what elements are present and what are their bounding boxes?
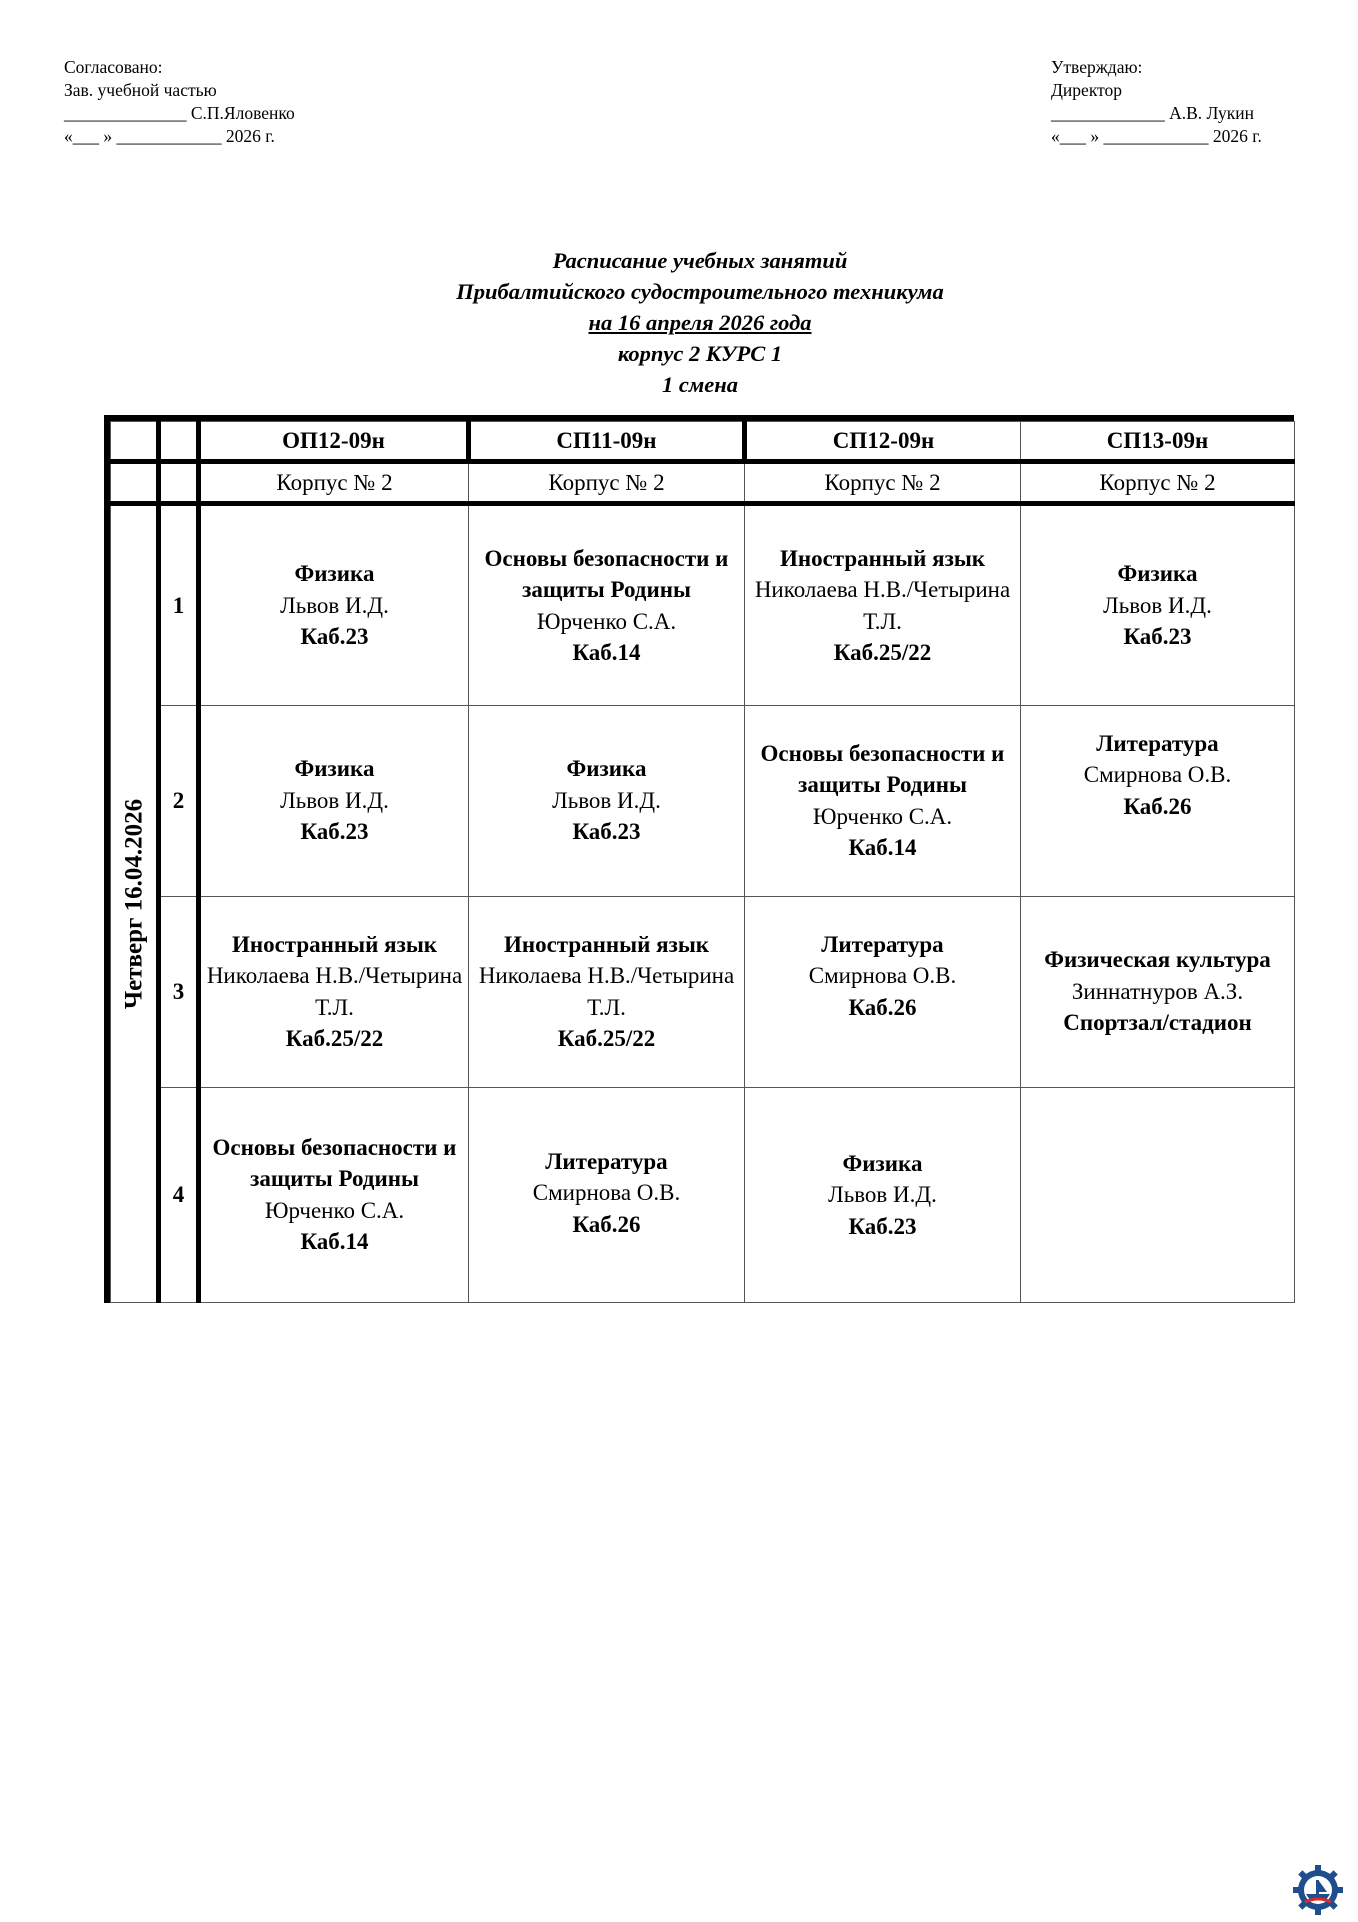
group-header: СП12-09н bbox=[745, 422, 1021, 462]
director-position: Директор bbox=[1051, 80, 1123, 100]
teacher: Юрченко С.А. bbox=[536, 608, 677, 634]
title-shift: 1 смена bbox=[661, 372, 738, 397]
teacher: Николаева Н.В./Четырина Т.Л. bbox=[754, 577, 1011, 634]
subject: Физика bbox=[294, 561, 375, 587]
lesson-cell bbox=[199, 896, 469, 1087]
group-header-row bbox=[111, 422, 1295, 462]
teacher: Смирнова О.В. bbox=[808, 963, 957, 989]
lesson-cell bbox=[1021, 705, 1295, 896]
subject: Иностранный язык bbox=[503, 931, 710, 957]
building-cell: Корпус № 2 bbox=[1021, 462, 1295, 504]
subject: Физика bbox=[1117, 561, 1198, 587]
subject: Основы безопасности и защиты Родины bbox=[212, 1134, 457, 1192]
building-cell: Корпус № 2 bbox=[469, 462, 745, 504]
subject: Основы безопасности и защиты Родины bbox=[760, 740, 1005, 798]
building-cell: Корпус № 2 bbox=[199, 462, 469, 504]
teacher: Смирнова О.В. bbox=[1083, 762, 1232, 788]
lesson-number: 1 bbox=[159, 504, 199, 705]
title-building-course: корпус 2 КУРС 1 bbox=[617, 341, 783, 366]
lesson-cell bbox=[469, 504, 745, 705]
teacher: Львов И.Д. bbox=[552, 787, 661, 813]
lesson-number: 3 bbox=[159, 896, 199, 1087]
teacher: Зиннатнуров А.З. bbox=[1071, 978, 1244, 1004]
lesson-cell bbox=[199, 504, 469, 705]
corner-cell bbox=[159, 422, 199, 462]
lesson-row bbox=[111, 504, 1295, 705]
title-date: на 16 апреля 2026 года bbox=[588, 310, 812, 335]
room: Каб.14 bbox=[300, 1229, 369, 1255]
room: Каб.23 bbox=[1123, 624, 1192, 650]
subject: Иностранный язык bbox=[779, 545, 986, 571]
room: Каб.23 bbox=[572, 819, 641, 845]
room: Каб.26 bbox=[848, 994, 917, 1020]
lesson-row bbox=[111, 705, 1295, 896]
teacher: Львов И.Д. bbox=[1103, 592, 1212, 618]
teacher: Смирнова О.В. bbox=[532, 1180, 681, 1206]
lesson-number: 2 bbox=[159, 705, 199, 896]
subject: Физика bbox=[566, 756, 647, 782]
confirm-date-line: «___ » ____________ 2026 г. bbox=[1051, 126, 1262, 146]
approval-date-line: «___ » ____________ 2026 г. bbox=[64, 126, 275, 146]
title-line-2: Прибалтийского судостроительного техникума bbox=[456, 279, 944, 304]
college-emblem-icon bbox=[1291, 1863, 1345, 1917]
corner-cell bbox=[111, 462, 159, 504]
room: Каб.23 bbox=[848, 1213, 917, 1239]
lesson-cell bbox=[199, 1087, 469, 1302]
day-cell bbox=[111, 504, 159, 1303]
lesson-cell-empty bbox=[1021, 1087, 1295, 1302]
group-header: СП13-09н bbox=[1021, 422, 1295, 462]
subject: Физическая культура bbox=[1044, 947, 1271, 973]
subject: Основы безопасности и защиты Родины bbox=[484, 545, 729, 603]
subject: Иностранный язык bbox=[231, 931, 438, 957]
lesson-cell bbox=[745, 705, 1021, 896]
teacher: Львов И.Д. bbox=[280, 787, 389, 813]
room: Каб.25/22 bbox=[285, 1026, 384, 1052]
approver-position: Зав. учебной частью bbox=[64, 80, 217, 100]
title-line-1: Расписание учебных занятий bbox=[552, 248, 848, 273]
teacher: Львов И.Д. bbox=[828, 1182, 937, 1208]
teacher: Николаева Н.В./Четырина Т.Л. bbox=[478, 963, 735, 1020]
lesson-row bbox=[111, 896, 1295, 1087]
approval-block-left bbox=[64, 56, 295, 148]
lesson-row bbox=[111, 1087, 1295, 1302]
building-row bbox=[111, 462, 1295, 504]
room: Спортзал/стадион bbox=[1063, 1010, 1252, 1036]
group-header: СП11-09н bbox=[469, 422, 745, 462]
timetable bbox=[104, 415, 1294, 1303]
corner-cell bbox=[111, 422, 159, 462]
lesson-cell bbox=[469, 1087, 745, 1302]
teacher: Юрченко С.А. bbox=[812, 803, 953, 829]
room: Каб.23 bbox=[300, 819, 369, 845]
room: Каб.25/22 bbox=[557, 1026, 656, 1052]
room: Каб.14 bbox=[572, 640, 641, 666]
subject: Физика bbox=[294, 756, 375, 782]
lesson-cell bbox=[745, 1087, 1021, 1302]
lesson-number: 4 bbox=[159, 1087, 199, 1302]
approver-signature-line: ______________ С.П.Яловенко bbox=[64, 103, 295, 123]
lesson-cell bbox=[1021, 504, 1295, 705]
room: Каб.26 bbox=[1123, 793, 1192, 819]
corner-cell bbox=[159, 462, 199, 504]
director-signature-line: _____________ А.В. Лукин bbox=[1051, 103, 1254, 123]
group-header: ОП12-09н bbox=[199, 422, 469, 462]
room: Каб.25/22 bbox=[833, 640, 932, 666]
lesson-cell bbox=[745, 896, 1021, 1087]
teacher: Николаева Н.В./Четырина Т.Л. bbox=[206, 963, 463, 1020]
subject: Литература bbox=[545, 1148, 668, 1174]
room: Каб.14 bbox=[848, 835, 917, 861]
day-label: Четверг 16.04.2026 bbox=[119, 799, 147, 1010]
building-cell: Корпус № 2 bbox=[745, 462, 1021, 504]
room: Каб.23 bbox=[300, 624, 369, 650]
subject: Физика bbox=[842, 1150, 923, 1176]
approval-label: Согласовано: bbox=[64, 57, 163, 77]
approval-block-right bbox=[1051, 56, 1262, 148]
room: Каб.26 bbox=[572, 1211, 641, 1237]
document-title bbox=[0, 245, 1358, 400]
subject: Литература bbox=[1096, 730, 1219, 756]
lesson-cell bbox=[469, 896, 745, 1087]
confirm-label: Утверждаю: bbox=[1051, 57, 1143, 77]
lesson-cell bbox=[745, 504, 1021, 705]
lesson-cell bbox=[469, 705, 745, 896]
subject: Литература bbox=[821, 931, 944, 957]
lesson-cell bbox=[199, 705, 469, 896]
lesson-cell bbox=[1021, 896, 1295, 1087]
teacher: Львов И.Д. bbox=[280, 592, 389, 618]
teacher: Юрченко С.А. bbox=[264, 1197, 405, 1223]
